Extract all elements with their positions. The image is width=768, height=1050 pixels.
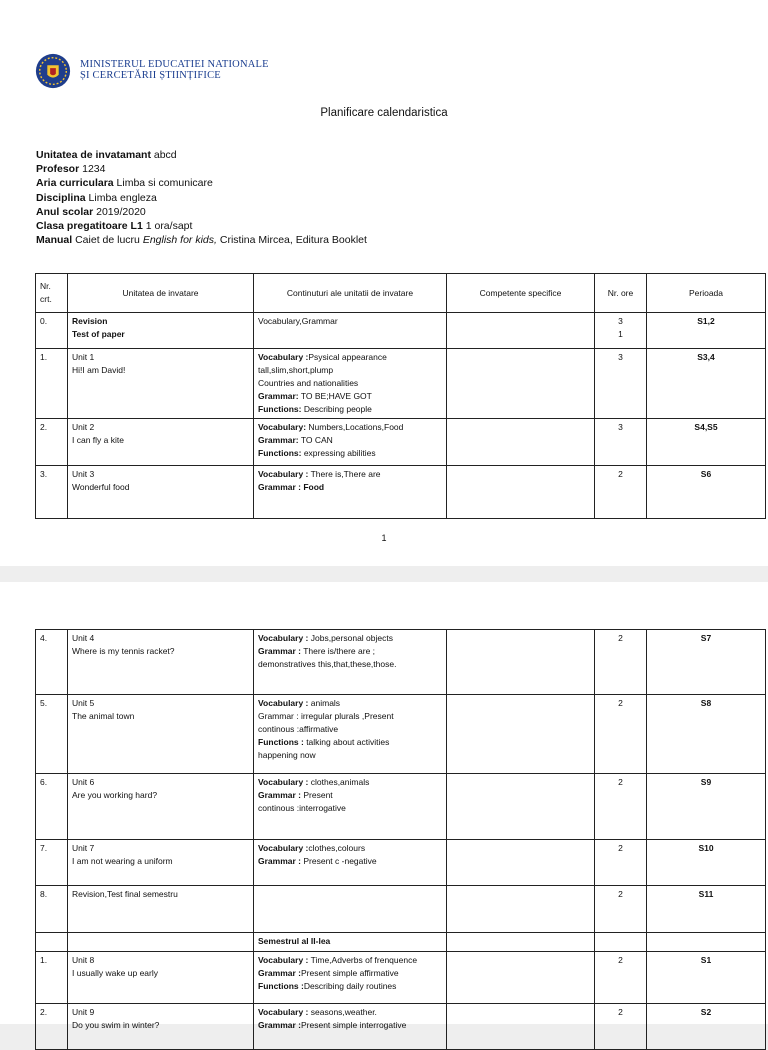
cell-competente xyxy=(447,419,595,466)
cell-ore: 2 xyxy=(595,886,647,933)
document-meta xyxy=(36,148,367,247)
cell-nr: 8. xyxy=(36,886,68,933)
cell-content xyxy=(254,630,447,695)
functions-label: Functions : xyxy=(258,981,304,991)
cell-competente xyxy=(447,466,595,519)
meta-label: Manual xyxy=(36,234,73,247)
cell-unit xyxy=(68,466,254,519)
vocab-text: Countries and nationalities xyxy=(258,378,359,388)
meta-value: Caiet de lucru xyxy=(75,234,140,247)
grammar-text: TO CAN xyxy=(300,435,333,445)
table-row xyxy=(36,630,766,695)
vocab-label: Vocabulary : xyxy=(258,352,309,362)
header-nr: Nr. crt. xyxy=(36,274,68,313)
vocab-text: Psysical appearance xyxy=(308,352,387,362)
functions-label: Functions : xyxy=(258,737,304,747)
table-row xyxy=(36,1004,766,1050)
vocab-label: Vocabulary : xyxy=(258,777,309,787)
cell-competente xyxy=(447,952,595,1004)
grammar-label: Grammar : xyxy=(258,856,301,866)
cell-content xyxy=(254,774,447,840)
cell-nr xyxy=(36,933,68,952)
vocab-label: Vocabulary : xyxy=(258,955,309,965)
cell-content xyxy=(254,840,447,886)
grammar-label: Grammar : xyxy=(258,646,301,656)
cell-perioada: S4,S5 xyxy=(647,419,766,466)
cell-competente xyxy=(447,1004,595,1050)
table-row xyxy=(36,840,766,886)
meta-label: Anul scolar xyxy=(36,205,94,218)
vocab-label: Vocabulary : xyxy=(258,1007,309,1017)
functions-text: Describing people xyxy=(303,404,372,414)
grammar-label: Grammar : xyxy=(258,1020,301,1030)
cell-unit xyxy=(68,419,254,466)
meta-label: Profesor xyxy=(36,163,80,176)
unit-subtitle: Where is my tennis racket? xyxy=(72,646,175,656)
meta-value: 2019/2020 xyxy=(96,205,146,218)
header-perioada: Perioada xyxy=(647,274,766,313)
cell-perioada: S10 xyxy=(647,840,766,886)
unit-subtitle: I can fly a kite xyxy=(72,435,124,445)
ministry-name xyxy=(80,59,269,81)
grammar-text: Present xyxy=(303,790,333,800)
cell-nr: 0. xyxy=(36,313,68,349)
cell-ore: 2 xyxy=(595,466,647,519)
unit-subtitle: Are you working hard? xyxy=(72,790,158,800)
cell-ore: 2 xyxy=(595,1004,647,1050)
cell-nr: 1. xyxy=(36,952,68,1004)
meta-value: 1 ora/sapt xyxy=(145,220,193,233)
functions-label: Functions: xyxy=(258,404,302,414)
cell-content xyxy=(254,466,447,519)
cell-competente xyxy=(447,313,595,349)
planning-table-1 xyxy=(35,273,766,519)
cell-perioada: S9 xyxy=(647,774,766,840)
cell-perioada xyxy=(647,933,766,952)
cell-unit xyxy=(68,313,254,349)
functions-text: happening now xyxy=(258,750,316,760)
meta-label: Clasa pregatitoare L1 xyxy=(36,220,143,233)
cell-ore: 2 xyxy=(595,774,647,840)
page-number: 1 xyxy=(381,533,387,543)
functions-text: expressing abilities xyxy=(303,448,376,458)
cell-ore: 2 xyxy=(595,630,647,695)
vocab-text: There is,There are xyxy=(310,469,381,479)
grammar-text: Present c -negative xyxy=(303,856,377,866)
unit-title: Unit 3 xyxy=(72,469,95,479)
header-ore: Nr. ore xyxy=(595,274,647,313)
cell-competente xyxy=(447,695,595,774)
vocab-text: seasons,weather. xyxy=(310,1007,377,1017)
vocab-text: clothes,colours xyxy=(308,843,366,853)
unit-title: Unit 5 xyxy=(72,698,95,708)
unit-title: Unit 4 xyxy=(72,633,95,643)
grammar-text: Present simple interrogative xyxy=(301,1020,407,1030)
cell-unit xyxy=(68,933,254,952)
cell-nr: 3. xyxy=(36,466,68,519)
meta-label: Aria curriculara xyxy=(36,177,114,190)
unit-subtitle: Wonderful food xyxy=(72,482,130,492)
table-row xyxy=(36,952,766,1004)
page-title: Planificare calendaristica xyxy=(320,107,448,119)
planning-table-2 xyxy=(35,629,766,1050)
cell-competente xyxy=(447,840,595,886)
semester-label: Semestrul al II-lea xyxy=(258,936,331,946)
cell-unit xyxy=(68,952,254,1004)
unit-title: Unit 6 xyxy=(72,777,95,787)
cell-competente xyxy=(447,933,595,952)
ministry-crest-icon xyxy=(34,52,72,90)
cell-ore xyxy=(595,933,647,952)
unit-title: Unit 8 xyxy=(72,955,95,965)
cell-nr: 1. xyxy=(36,349,68,419)
vocab-text: animals xyxy=(310,698,341,708)
cell-unit xyxy=(68,349,254,419)
vocab-text: Jobs,personal objects xyxy=(310,633,393,643)
cell-perioada: S7 xyxy=(647,630,766,695)
grammar-text: continous :interrogative xyxy=(258,803,346,813)
cell-nr: 5. xyxy=(36,695,68,774)
cell-nr: 2. xyxy=(36,1004,68,1050)
cell-perioada: S1,2 xyxy=(647,313,766,349)
table-header-row xyxy=(36,274,766,313)
cell-content xyxy=(254,1004,447,1050)
unit-subtitle: Test of paper xyxy=(72,329,125,339)
cell-nr: 4. xyxy=(36,630,68,695)
ministry-line-2: ȘI CERCETĂRII ȘTIINȚIFICE xyxy=(80,70,221,81)
table-row xyxy=(36,419,766,466)
vocab-text: Numbers,Locations,Food xyxy=(308,422,404,432)
meta-value: Limba si comunicare xyxy=(116,177,213,190)
vocab-label: Vocabulary: xyxy=(258,422,307,432)
cell-content xyxy=(254,952,447,1004)
grammar-label: Grammar: xyxy=(258,435,299,445)
cell-ore: 3 xyxy=(595,419,647,466)
unit-title: Unit 7 xyxy=(72,843,95,853)
grammar-text: Grammar : irregular plurals ,Present xyxy=(258,711,394,721)
vocab-text: tall,slim,short,plump xyxy=(258,365,334,375)
cell-content xyxy=(254,886,447,933)
grammar-label: Grammar : xyxy=(258,968,301,978)
meta-value-italic: English for kids, xyxy=(142,234,217,247)
unit-title: Unit 2 xyxy=(72,422,95,432)
vocab-text: Time,Adverbs of frenquence xyxy=(310,955,418,965)
table-row xyxy=(36,886,766,933)
header-continuturi: Continuturi ale unitatii de invatare xyxy=(254,274,447,313)
document-page-2 xyxy=(0,582,768,1030)
cell-content xyxy=(254,419,447,466)
header-unitatea: Unitatea de invatare xyxy=(68,274,254,313)
unit-subtitle: I am not wearing a uniform xyxy=(72,856,173,866)
cell-unit xyxy=(68,840,254,886)
grammar-label: Grammar : Food xyxy=(258,482,325,492)
grammar-text: Present simple affirmative xyxy=(301,968,399,978)
unit-title: Revision xyxy=(72,316,108,326)
table-row xyxy=(36,695,766,774)
cell-content xyxy=(254,349,447,419)
functions-text: Describing daily routines xyxy=(303,981,397,991)
cell-unit xyxy=(68,774,254,840)
cell-unit xyxy=(68,695,254,774)
vocab-label: Vocabulary : xyxy=(258,633,309,643)
unit-subtitle: I usually wake up early xyxy=(72,968,158,978)
grammar-text: TO BE;HAVE GOT xyxy=(300,391,372,401)
table-row xyxy=(36,774,766,840)
cell-competente xyxy=(447,630,595,695)
unit-title: Unit 9 xyxy=(72,1007,95,1017)
cell-nr: 7. xyxy=(36,840,68,886)
cell-ore: 3 xyxy=(595,349,647,419)
cell-perioada: S2 xyxy=(647,1004,766,1050)
vocab-label: Vocabulary : xyxy=(258,698,309,708)
vocab-label: Vocabulary : xyxy=(258,843,309,853)
functions-text: talking about activities xyxy=(306,737,390,747)
cell-perioada: S3,4 xyxy=(647,349,766,419)
cell-ore: 2 xyxy=(595,840,647,886)
meta-value: abcd xyxy=(153,149,177,161)
cell-perioada: S8 xyxy=(647,695,766,774)
cell-unit xyxy=(68,1004,254,1050)
ore-value: 1 xyxy=(618,329,623,339)
table-row xyxy=(36,349,766,419)
cell-ore: 2 xyxy=(595,695,647,774)
unit-subtitle: Hi!I am David! xyxy=(72,365,126,375)
header-competente: Competente specifice xyxy=(447,274,595,313)
vocab-label: Vocabulary : xyxy=(258,469,309,479)
cell-content: Vocabulary,Grammar xyxy=(254,313,447,349)
cell-content xyxy=(254,933,447,952)
cell-ore xyxy=(595,313,647,349)
unit-subtitle: Do you swim in winter? xyxy=(72,1020,160,1030)
grammar-text: There is/there are ; xyxy=(303,646,376,656)
unit-subtitle: The animal town xyxy=(72,711,135,721)
cell-competente xyxy=(447,774,595,840)
ore-value: 3 xyxy=(618,316,623,326)
table-row xyxy=(36,466,766,519)
meta-label: Unitatea de invatamant xyxy=(36,149,151,161)
meta-value: Limba engleza xyxy=(88,191,157,204)
grammar-text: demonstratives this,that,these,those. xyxy=(258,659,397,669)
functions-label: Functions: xyxy=(258,448,302,458)
cell-competente xyxy=(447,349,595,419)
cell-unit: Revision,Test final semestru xyxy=(68,886,254,933)
cell-content xyxy=(254,695,447,774)
cell-ore: 2 xyxy=(595,952,647,1004)
table-row xyxy=(36,313,766,349)
meta-value: Cristina Mircea, Editura Booklet xyxy=(219,234,367,247)
cell-competente xyxy=(447,886,595,933)
cell-nr: 2. xyxy=(36,419,68,466)
cell-unit xyxy=(68,630,254,695)
meta-label: Disciplina xyxy=(36,191,86,204)
grammar-label: Grammar : xyxy=(258,790,301,800)
grammar-label: Grammar: xyxy=(258,391,299,401)
ministry-line-1: MINISTERUL EDUCATIEI NATIONALE xyxy=(80,59,269,70)
meta-value: 1234 xyxy=(82,163,106,176)
cell-perioada: S6 xyxy=(647,466,766,519)
grammar-text: continous :affirmative xyxy=(258,724,339,734)
cell-nr: 6. xyxy=(36,774,68,840)
cell-perioada: S1 xyxy=(647,952,766,1004)
semester-row xyxy=(36,933,766,952)
vocab-text: clothes,animals xyxy=(310,777,370,787)
unit-title: Unit 1 xyxy=(72,352,95,362)
cell-perioada: S11 xyxy=(647,886,766,933)
